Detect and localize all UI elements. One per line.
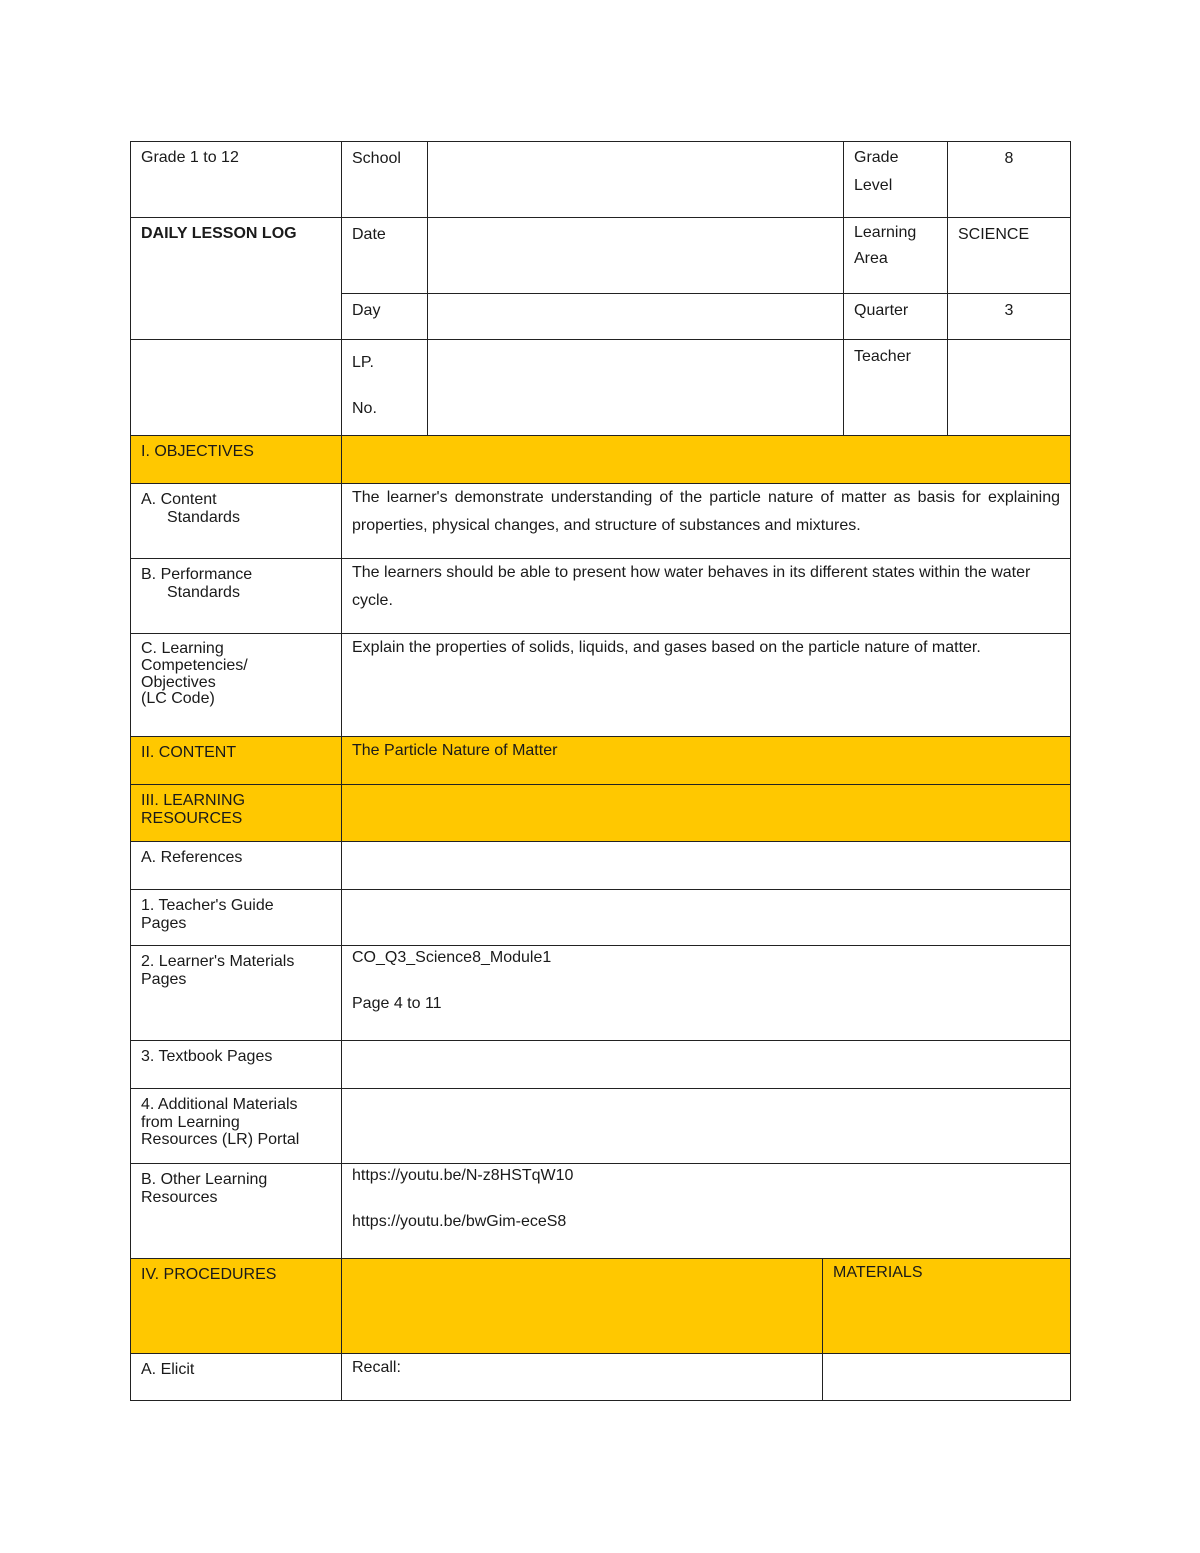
- elicit-label: A. Elicit: [131, 1354, 342, 1401]
- day-label: Day: [342, 294, 428, 340]
- textbook-value: [342, 1041, 1071, 1089]
- content-standards-label-line2: Standards: [167, 508, 240, 526]
- other-resources-link-1[interactable]: https://youtu.be/N-z8HSTqW10: [352, 1167, 574, 1184]
- content-standards-label: [131, 484, 342, 559]
- performance-standards-label: [131, 559, 342, 634]
- resources-heading-line2: RESOURCES: [141, 809, 243, 827]
- empty-cell: [131, 340, 342, 437]
- procedures-heading-fill: [342, 1259, 823, 1354]
- additional-materials-label-line3: Resources (LR) Portal: [141, 1131, 300, 1149]
- references-value: [342, 842, 1071, 890]
- other-resources-label: [131, 1164, 342, 1259]
- lesson-body-table: [130, 435, 1071, 1401]
- learners-materials-label-line1: 2. Learner's Materials: [141, 953, 295, 970]
- lp-no-label: [342, 340, 428, 437]
- date-value[interactable]: [428, 218, 844, 294]
- teacher-label: Teacher: [844, 340, 948, 437]
- competencies-label: [131, 634, 342, 737]
- school-value[interactable]: [428, 142, 844, 218]
- learners-materials-label-line2: Pages: [141, 970, 187, 988]
- learners-materials-label: [131, 946, 342, 1041]
- elicit-materials: [823, 1354, 1071, 1401]
- lp-no-value[interactable]: [428, 340, 844, 437]
- additional-materials-label-line2: from Learning: [141, 1113, 240, 1131]
- other-resources-link-2[interactable]: https://youtu.be/bwGim-eceS8: [352, 1212, 567, 1230]
- competencies-label-line2: Competencies/: [141, 656, 248, 674]
- teacher-value[interactable]: [948, 340, 1071, 437]
- teachers-guide-label-line1: 1. Teacher's Guide: [141, 897, 274, 914]
- additional-materials-label: [131, 1089, 342, 1164]
- lp-no-label-line2: No.: [352, 400, 377, 417]
- content-standards-label-line1: A. Content: [141, 491, 217, 508]
- learners-materials-value: [342, 946, 1071, 1041]
- competencies-text: Explain the properties of solids, liquids, and gases based on the particle nature of matter.: [342, 634, 1071, 737]
- grade-level-value[interactable]: 8: [948, 142, 1071, 218]
- other-resources-value: [342, 1164, 1071, 1259]
- materials-heading: MATERIALS: [823, 1259, 1071, 1354]
- learning-area-label: [844, 218, 948, 294]
- header-table: [130, 141, 1071, 437]
- spacer: [352, 967, 1060, 995]
- resources-heading-line1: III. LEARNING: [141, 792, 246, 809]
- additional-materials-value: [342, 1089, 1071, 1164]
- day-value[interactable]: [428, 294, 844, 340]
- quarter-value[interactable]: 3: [948, 294, 1071, 340]
- spacer: [352, 1185, 1060, 1213]
- competencies-label-line3: Objectives: [141, 673, 216, 691]
- grade-level-label-line2: Level: [854, 177, 893, 194]
- quarter-label: Quarter: [844, 294, 948, 340]
- other-resources-label-line2: Resources: [141, 1188, 218, 1206]
- learners-materials-module: CO_Q3_Science8_Module1: [352, 949, 552, 966]
- teachers-guide-value: [342, 890, 1071, 946]
- date-label: Date: [342, 218, 428, 294]
- performance-standards-label-line1: B. Performance: [141, 566, 253, 583]
- learners-materials-pages: Page 4 to 11: [352, 994, 442, 1012]
- learning-area-value[interactable]: SCIENCE: [948, 218, 1071, 294]
- learning-area-label-line1: Learning: [854, 224, 917, 241]
- grade-level-label: [844, 142, 948, 218]
- other-resources-label-line1: B. Other Learning: [141, 1171, 268, 1188]
- content-topic: The Particle Nature of Matter: [342, 737, 1071, 785]
- procedures-heading: IV. PROCEDURES: [131, 1259, 342, 1354]
- lp-no-label-line1: LP.: [352, 354, 374, 371]
- grade-range: Grade 1 to 12: [131, 142, 342, 218]
- competencies-label-line4: (LC Code): [141, 690, 215, 708]
- dll-title: DAILY LESSON LOG: [131, 218, 342, 340]
- competencies-label-line1: C. Learning: [141, 640, 224, 657]
- performance-standards-label-line2: Standards: [167, 583, 240, 601]
- learning-area-label-line2: Area: [854, 250, 888, 267]
- performance-standards-text: The learners should be able to present how water behaves in its different states within the water cycle.: [342, 559, 1071, 634]
- school-label: School: [342, 142, 428, 218]
- teachers-guide-label-line2: Pages: [141, 914, 187, 932]
- grade-level-label-line1: Grade: [854, 149, 899, 166]
- teachers-guide-label: [131, 890, 342, 946]
- resources-heading: [131, 785, 342, 842]
- objectives-heading: I. OBJECTIVES: [131, 436, 342, 484]
- textbook-label: 3. Textbook Pages: [131, 1041, 342, 1089]
- references-label: A. References: [131, 842, 342, 890]
- resources-heading-fill: [342, 785, 1071, 842]
- elicit-text: Recall:: [342, 1354, 823, 1401]
- content-standards-text: The learner's demonstrate understanding of the particle nature of matter as basis for explaining properties, physical changes, and structure of substances and mixtures.: [342, 484, 1071, 559]
- additional-materials-label-line1: 4. Additional Materials: [141, 1096, 298, 1113]
- content-heading: II. CONTENT: [131, 737, 342, 785]
- objectives-heading-fill: [342, 436, 1071, 484]
